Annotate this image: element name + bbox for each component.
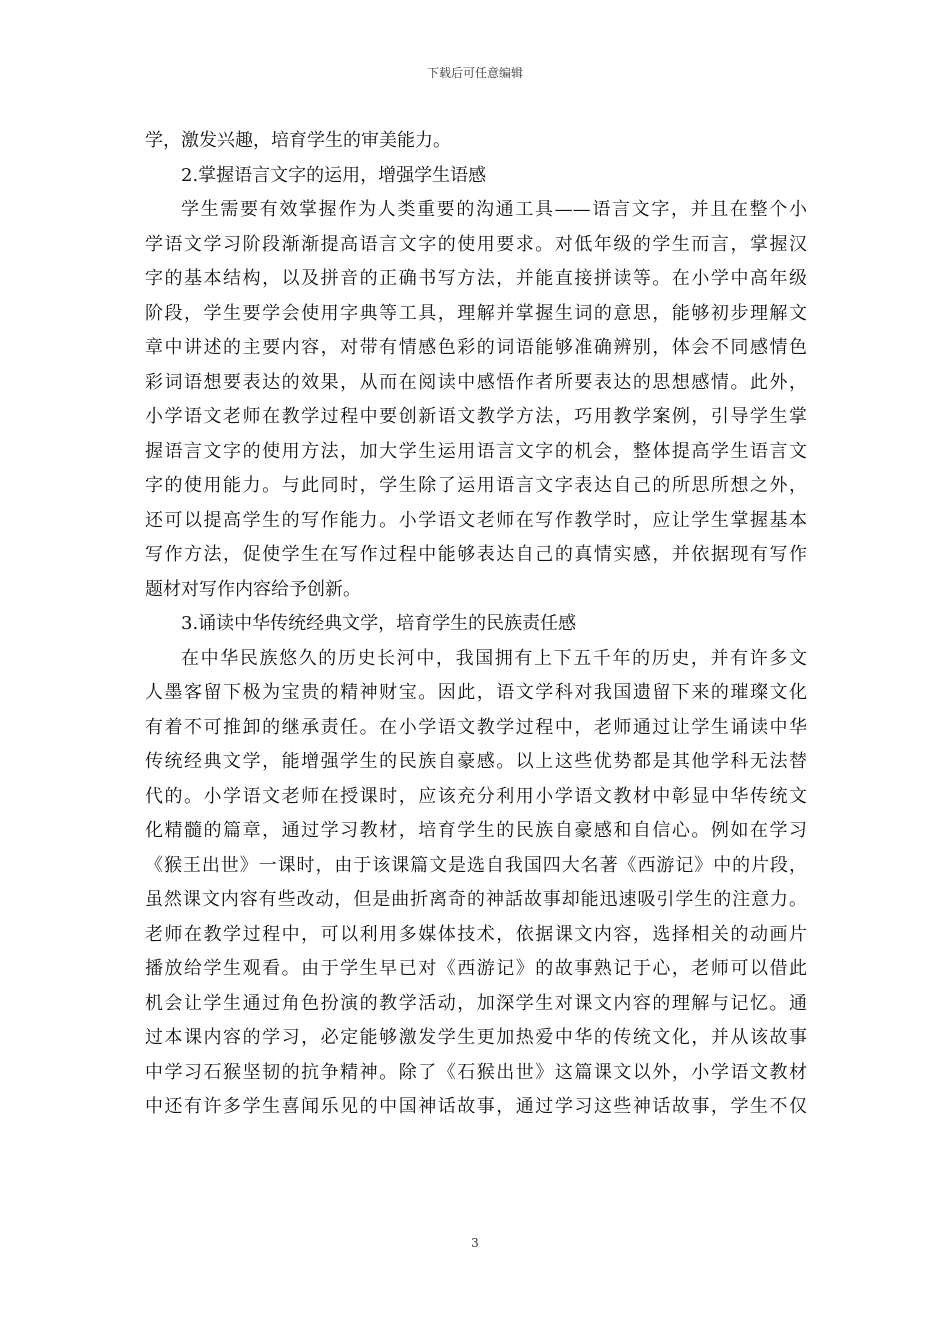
text-line: 题材对写作内容给予创新。 xyxy=(145,578,361,600)
text-line: 有着不可推卸的继承责任。在小学语文教学过程中，老师通过让学生诵读中华 xyxy=(145,716,807,738)
text-line: 小学语文老师在教学过程中要创新语文教学方法，巧用教学案例，引导学生掌 xyxy=(145,406,807,427)
text-line: 过本课内容的学习，必定能够激发学生更加热爱中华的传统文化，并从该故事 xyxy=(145,1027,807,1048)
text-line: 字的使用能力。与此同时，学生除了运用语言文字表达自己的所思所想之外， xyxy=(145,475,807,496)
text-line: 还可以提高学生的写作能力。小学语文老师在写作教学时，应让学生掌握基本 xyxy=(145,509,807,531)
text-line: 老师在教学过程中，可以利用多媒体技术，依据课文内容，选择相关的动画片 xyxy=(145,923,807,945)
text-line: 阶段，学生要学会使用字典等工具，理解并掌握生词的意思，能够初步理解文 xyxy=(145,302,807,324)
text-line: 彩词语想要表达的效果，从而在阅读中感悟作者所要表达的思想感情。此外， xyxy=(145,371,807,393)
text-line: 传统经典文学，能增强学生的民族自豪感。以上这些优势都是其他学科无法替 xyxy=(145,751,807,772)
text-line: 机会让学生通过角色扮演的教学活动，加深学生对课文内容的理解与记忆。通 xyxy=(145,992,807,1014)
text-line: 章中讲述的主要内容，对带有情感色彩的词语能够准确辨别，体会不同感情色 xyxy=(145,337,807,358)
text-line: 中还有许多学生喜闻乐见的中国神话故事，通过学习这些神话故事，学生不仅 xyxy=(145,1096,807,1117)
text-line: 《猴王出世》一课时，由于该课篇文是选自我国四大名著《西游记》中的片段， xyxy=(145,854,807,876)
text-line: 3.诵读中华传统经典文学，培育学生的民族责任感 xyxy=(181,613,577,634)
text-line: 字的基本结构，以及拼音的正确书写方法，并能直接拼读等。在小学中高年级 xyxy=(145,268,807,289)
page-header: 下载后可任意编辑 xyxy=(426,66,523,80)
text-line: 在中华民族悠久的历史长河中，我国拥有上下五千年的历史，并有许多文 xyxy=(181,647,807,669)
text-line: 握语言文字的使用方法，加大学生运用语言文字的机会，整体提高学生语言文 xyxy=(145,440,807,462)
text-line: 学语文学习阶段渐渐提高语言文字的使用要求。对低年级的学生而言，掌握汉 xyxy=(145,233,807,255)
page-number: 3 xyxy=(471,1236,479,1250)
text-line: 人墨客留下极为宝贵的精神财宝。因此，语文学科对我国遗留下来的璀璨文化 xyxy=(145,682,807,703)
text-line: 学生需要有效掌握作为人类重要的沟通工具——语言文字，并且在整个小 xyxy=(181,199,807,220)
text-line: 中学习石猴坚韧的抗争精神。除了《石猴出世》这篇课文以外，小学语文教材 xyxy=(145,1061,807,1083)
document-body xyxy=(145,124,807,1125)
text-line: 代的。小学语文老师在授课时，应该充分利用小学语文教材中彰显中华传统文 xyxy=(145,785,807,807)
text-line: 播放给学生观看。由于学生早已对《西游记》的故事熟记于心，老师可以借此 xyxy=(145,958,807,979)
text-line: 化精髓的篇章，通过学习教材，培育学生的民族自豪感和自信心。例如在学习 xyxy=(145,820,807,841)
text-line: 学，激发兴趣，培育学生的审美能力。 xyxy=(145,130,451,151)
text-line: 虽然课文内容有些改动，但是曲折离奇的神話故事却能迅速吸引学生的注意力。 xyxy=(145,889,807,910)
text-line: 2.掌握语言文字的运用，增强学生语感 xyxy=(181,164,487,186)
text-line: 写作方法，促使学生在写作过程中能够表达自己的真情实感，并依据现有写作 xyxy=(145,544,807,565)
